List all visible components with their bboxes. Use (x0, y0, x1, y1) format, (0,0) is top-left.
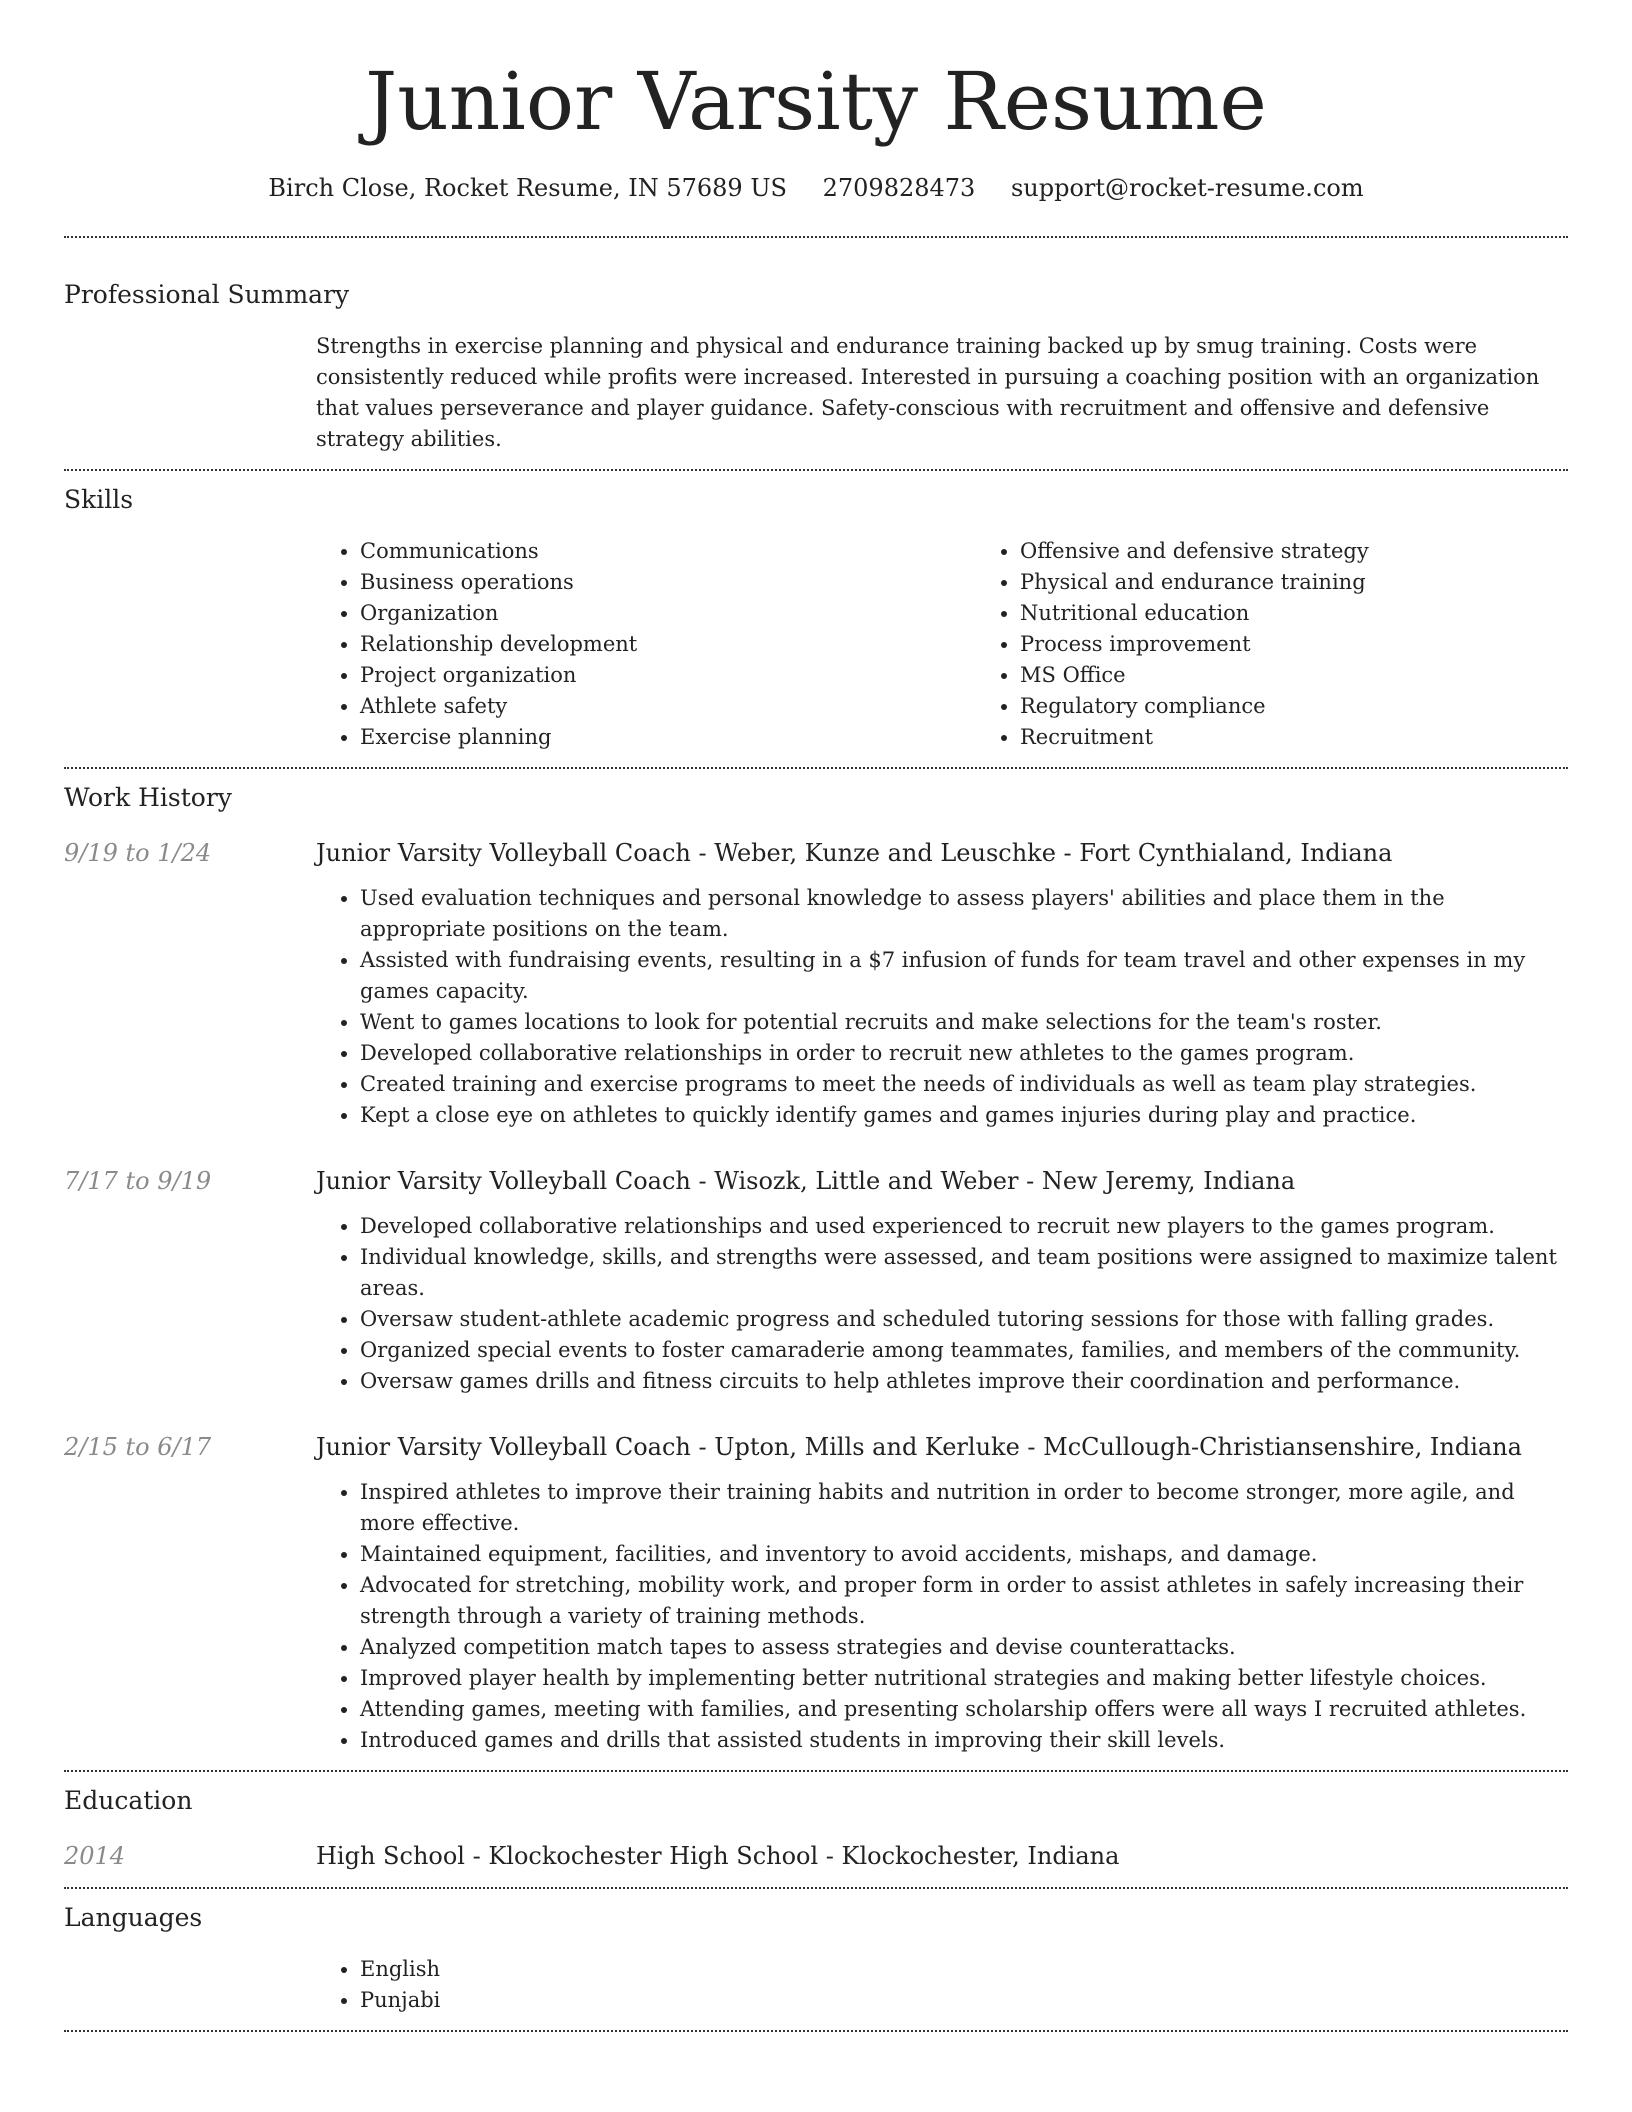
skill-item: • Nutritional education (1020, 598, 1632, 629)
work-section (64, 769, 1568, 1770)
divider (64, 2030, 1568, 2032)
skill-item: • MS Office (1020, 660, 1632, 691)
job-bullets (316, 883, 1568, 1131)
skill-item: • Offensive and defensive strategy (1020, 536, 1632, 567)
language-item: • English (360, 1954, 1568, 1985)
job-dates: 2/15 to 6/17 (64, 1433, 212, 1461)
resume-name: Junior Varsity Resume (365, 55, 1267, 148)
summary-section (64, 238, 1568, 469)
job-bullet: • Advocated for stretching, mobility work, and proper form in order to assist athletes in safely increasing their strength through a variety of training methods. (360, 1570, 1568, 1632)
contact-address: Birch Close, Rocket Resume, IN 57689 US (268, 174, 787, 202)
job-entry (64, 836, 1568, 1131)
education-year: 2014 (64, 1842, 126, 1870)
section-title-education: Education (64, 1786, 193, 1815)
languages-section (64, 1889, 1568, 2030)
skill-item: • Regulatory compliance (1020, 691, 1632, 722)
language-item: • Punjabi (360, 1985, 1568, 2016)
job-entry (64, 1164, 1568, 1397)
job-bullet: • Organized special events to foster camaraderie among teammates, families, and members of the community. (360, 1335, 1568, 1366)
job-bullet: • Created training and exercise programs to meet the needs of individuals as well as team play strategies. (360, 1069, 1568, 1100)
job-bullet: • Developed collaborative relationships and used experienced to recruit new players to the games program. (360, 1211, 1568, 1242)
job-bullet: • Oversaw games drills and fitness circuits to help athletes improve their coordination and performance. (360, 1366, 1568, 1397)
job-bullets (316, 1211, 1568, 1397)
job-bullet: • Inspired athletes to improve their training habits and nutrition in order to become stronger, more agile, and more effective. (360, 1477, 1568, 1539)
skill-item: • Exercise planning (360, 722, 976, 753)
job-bullet: • Assisted with fundraising events, resulting in a $7 infusion of funds for team travel and other expenses in my games capacity. (360, 945, 1568, 1007)
contact-email: support@rocket-resume.com (1010, 174, 1364, 202)
section-title-summary: Professional Summary (64, 280, 350, 309)
skills-list-right (976, 536, 1632, 753)
skill-item: • Organization (360, 598, 976, 629)
languages-list (316, 1954, 1568, 2016)
skill-item: • Communications (360, 536, 976, 567)
job-bullet: • Analyzed competition match tapes to assess strategies and devise counterattacks. (360, 1632, 1568, 1663)
job-entry (64, 1430, 1568, 1756)
skill-item: • Project organization (360, 660, 976, 691)
skill-item: • Athlete safety (360, 691, 976, 722)
education-section (64, 1772, 1568, 1887)
job-bullets (316, 1477, 1568, 1756)
skills-list-left (316, 536, 976, 753)
skill-item: • Recruitment (1020, 722, 1632, 753)
job-heading: Junior Varsity Volleyball Coach - Upton, Mills and Kerluke - McCullough-Christiansenshire, Indiana (316, 1433, 1522, 1461)
job-bullet: • Maintained equipment, facilities, and inventory to avoid accidents, mishaps, and damage. (360, 1539, 1568, 1570)
section-title-work: Work History (64, 783, 232, 812)
job-bullet: • Developed collaborative relationships in order to recruit new athletes to the games program. (360, 1038, 1568, 1069)
section-title-skills: Skills (64, 485, 134, 514)
job-dates: 9/19 to 1/24 (64, 839, 212, 867)
summary-text: Strengths in exercise planning and physical and endurance training backed up by smug training. Costs were consistently reduced while profits were increased. Interested in pursuing a coaching position with an organization that values perseverance and player guidance. Safety-conscious with recruitment and offensive and defensive strategy abilities. (316, 334, 1540, 451)
skill-item: • Business operations (360, 567, 976, 598)
job-bullet: • Improved player health by implementing better nutritional strategies and making better lifestyle choices. (360, 1663, 1568, 1694)
skill-item: • Process improvement (1020, 629, 1632, 660)
education-heading: High School - Klockochester High School - Klockochester, Indiana (316, 1842, 1120, 1870)
job-bullet: • Kept a close eye on athletes to quickly identify games and games injuries during play and practice. (360, 1100, 1568, 1131)
job-bullet: • Went to games locations to look for potential recruits and make selections for the team's roster. (360, 1007, 1568, 1038)
job-dates: 7/17 to 9/19 (64, 1167, 212, 1195)
job-heading: Junior Varsity Volleyball Coach - Weber, Kunze and Leuschke - Fort Cynthialand, Indiana (316, 839, 1393, 867)
job-bullet: • Individual knowledge, skills, and strengths were assessed, and team positions were assigned to maximize talent areas. (360, 1242, 1568, 1304)
job-bullet: • Introduced games and drills that assisted students in improving their skill levels. (360, 1725, 1568, 1756)
skills-section (64, 471, 1568, 767)
contact-line (64, 174, 1568, 202)
skill-item: • Physical and endurance training (1020, 567, 1632, 598)
job-heading: Junior Varsity Volleyball Coach - Wisozk, Little and Weber - New Jeremy, Indiana (316, 1167, 1296, 1195)
section-title-languages: Languages (64, 1903, 203, 1932)
skill-item: • Relationship development (360, 629, 976, 660)
job-bullet: • Oversaw student-athlete academic progress and scheduled tutoring sessions for those with falling grades. (360, 1304, 1568, 1335)
contact-phone: 2709828473 (822, 174, 976, 202)
job-bullet: • Attending games, meeting with families, and presenting scholarship offers were all ways I recruited athletes. (360, 1694, 1568, 1725)
job-bullet: • Used evaluation techniques and personal knowledge to assess players' abilities and place them in the appropriate positions on the team. (360, 883, 1568, 945)
